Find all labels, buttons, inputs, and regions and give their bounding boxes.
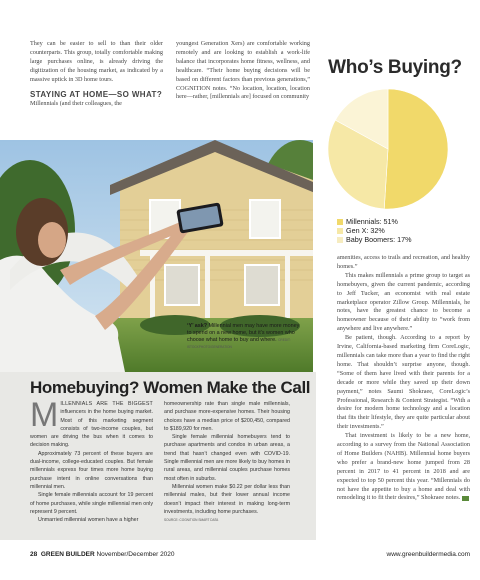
article-column-2 [176, 40, 310, 102]
legend-item-baby-boomers [337, 235, 412, 244]
sidebar-paragraph-7: Millennial women make $0.22 per dollar less than millennial males, but their lower annual income doesn’t impact their interest in making long-term investments, including home purchases. [164, 483, 290, 515]
col2-paragraph-1: youngest Generation Xers) are comfortable working remotely and are looking to establish a work-life balance that incorporates home fitness, wellness, and healthcare. “Their home buying decisions will be based on different factors than previous generations,” COGNITION notes. “No location, location, location here—rather, [millennials are] focused on community [176, 40, 310, 101]
sidebar-paragraph-1-text: influencers in the home buying market. Most of this marketing segment consists of two-income couples, but women are driving the bus when it comes to decision making. [30, 409, 153, 449]
sidebar-paragraph-2: Approximately 73 percent of these buyers are dual-income, college-educated couples. But female millennials express four times more home buying purchase intent in online conversations than millennial men. [30, 450, 153, 490]
article-column-3 [337, 254, 470, 503]
caption-credit: CREDIT: ISTOCKPHOTO/GENERATION [187, 338, 291, 349]
col1-paragraph-2: Millennials (and their colleagues, the [30, 100, 122, 108]
chart-legend [337, 217, 412, 244]
col1-paragraph-1: They can be easier to sell to than their older counterparts. This group, totally comfortable making large purchases online, is already driving the digitization of the housing market, as indicated by a massive uptick in 3D home tours. [30, 40, 163, 83]
end-mark-icon [462, 496, 469, 501]
magazine-name: GREEN BUILDER [40, 550, 95, 558]
lead-in: ILLENNIALS ARE THE BIGGEST [60, 401, 153, 407]
caption-lead: ‘Y’ ask? [187, 323, 208, 329]
sidebar-column-2 [164, 400, 290, 524]
drop-cap: M [30, 396, 59, 434]
col3-paragraph-4 [337, 432, 470, 503]
legend-swatch [337, 228, 343, 234]
caption-text: Millennial men may have more money to spend on a new home, but it’s women who choose what home to buy and where. [187, 323, 300, 343]
photo-caption [187, 323, 304, 351]
col3-paragraph-2: This makes millennials a prime group to target as homebuyers, given the current pandemic, according to Jeff Tucker, an economist with real estate marketplace operator Zillow Group. Millennials, he notes, have the greatest chance to become a homeowner because of their ability to “work from anywhere and live anywhere.” [337, 271, 470, 333]
sidebar-paragraph-4: Unmarried millennial women have a higher [38, 517, 139, 524]
sidebar-paragraph-6: Single female millennial homebuyers tend to purchase apartments and condos in urban areas, a trend that hasn’t changed even with COVID-19. Single millennial men are more likely to buy homes in rural areas, and millennial couples purchase homes most often in suburbs. [164, 434, 290, 482]
pie-slice-millennials [384, 89, 448, 209]
legend-swatch [337, 219, 343, 225]
col3-paragraph-4-text: That investment is likely to be a new home, according to a survey from the National Association of Home Builders (NAHB). Millennial home buyers who prefer a brand-new home jumped from 28 percent in 2017 to 41 percent in 2018 and are expected to top 50 percent this year. “Millennials do not have the appetite to buy a home and deal with remodeling it to fit their desires,” Shokraee notes. [337, 432, 470, 502]
page-number: 28 [30, 550, 38, 558]
legend-label: Baby Boomers: 17% [346, 235, 412, 244]
col3-paragraph-1: amenities, access to trails and recreation, and healthy homes.” [337, 254, 470, 270]
sidebar-source: SOURCE: COGNITION SMART DATA [164, 518, 219, 523]
pie-chart [318, 86, 458, 212]
sidebar-paragraph-3: Single female millennials account for 19 percent of home purchases, while single millennial men only represent 9 percent. [30, 492, 153, 515]
footer-left [30, 551, 175, 558]
issue-date: November/December 2020 [96, 550, 175, 558]
sidebar-title: Homebuying? Women Make the Call [30, 378, 311, 397]
legend-label: Millennials: 51% [346, 217, 398, 226]
page-footer [30, 548, 470, 560]
section-subhead: STAYING AT HOME—SO WHAT? [30, 89, 163, 99]
legend-swatch [337, 237, 343, 243]
col3-paragraph-3: Be patient, though. According to a report by Irvine, California-based marketing firm CoreLogic, millennials can take more than a year to find the right home. That shouldn’t surprise anyone, though. “Some of them have lived with their parents for a decade or more while they saved up their down payment,” notes Saumi Shokraee, CoreLogic’s Professional, Research & Content Strategist. “With a desire for modern home technology and a location that fits their lifestyle, they are quite particular about their investments.” [337, 334, 470, 431]
legend-item-millennials [337, 217, 412, 226]
sidebar-paragraph-5: homeownership rate than single male millennials, and purchase more-expensive homes. Their housing choices have a median price of $200,450, compared to $189,920 for men. [164, 401, 290, 432]
sidebar-column-1 [30, 396, 153, 524]
footer-url[interactable]: www.greenbuildermedia.com [386, 550, 470, 558]
legend-item-gen-x [337, 226, 412, 235]
sidebar-paragraph-1 [30, 396, 153, 450]
article-column-1 [30, 40, 163, 109]
legend-label: Gen X: 32% [346, 226, 385, 235]
chart-title: Who’s Buying? [328, 57, 462, 78]
